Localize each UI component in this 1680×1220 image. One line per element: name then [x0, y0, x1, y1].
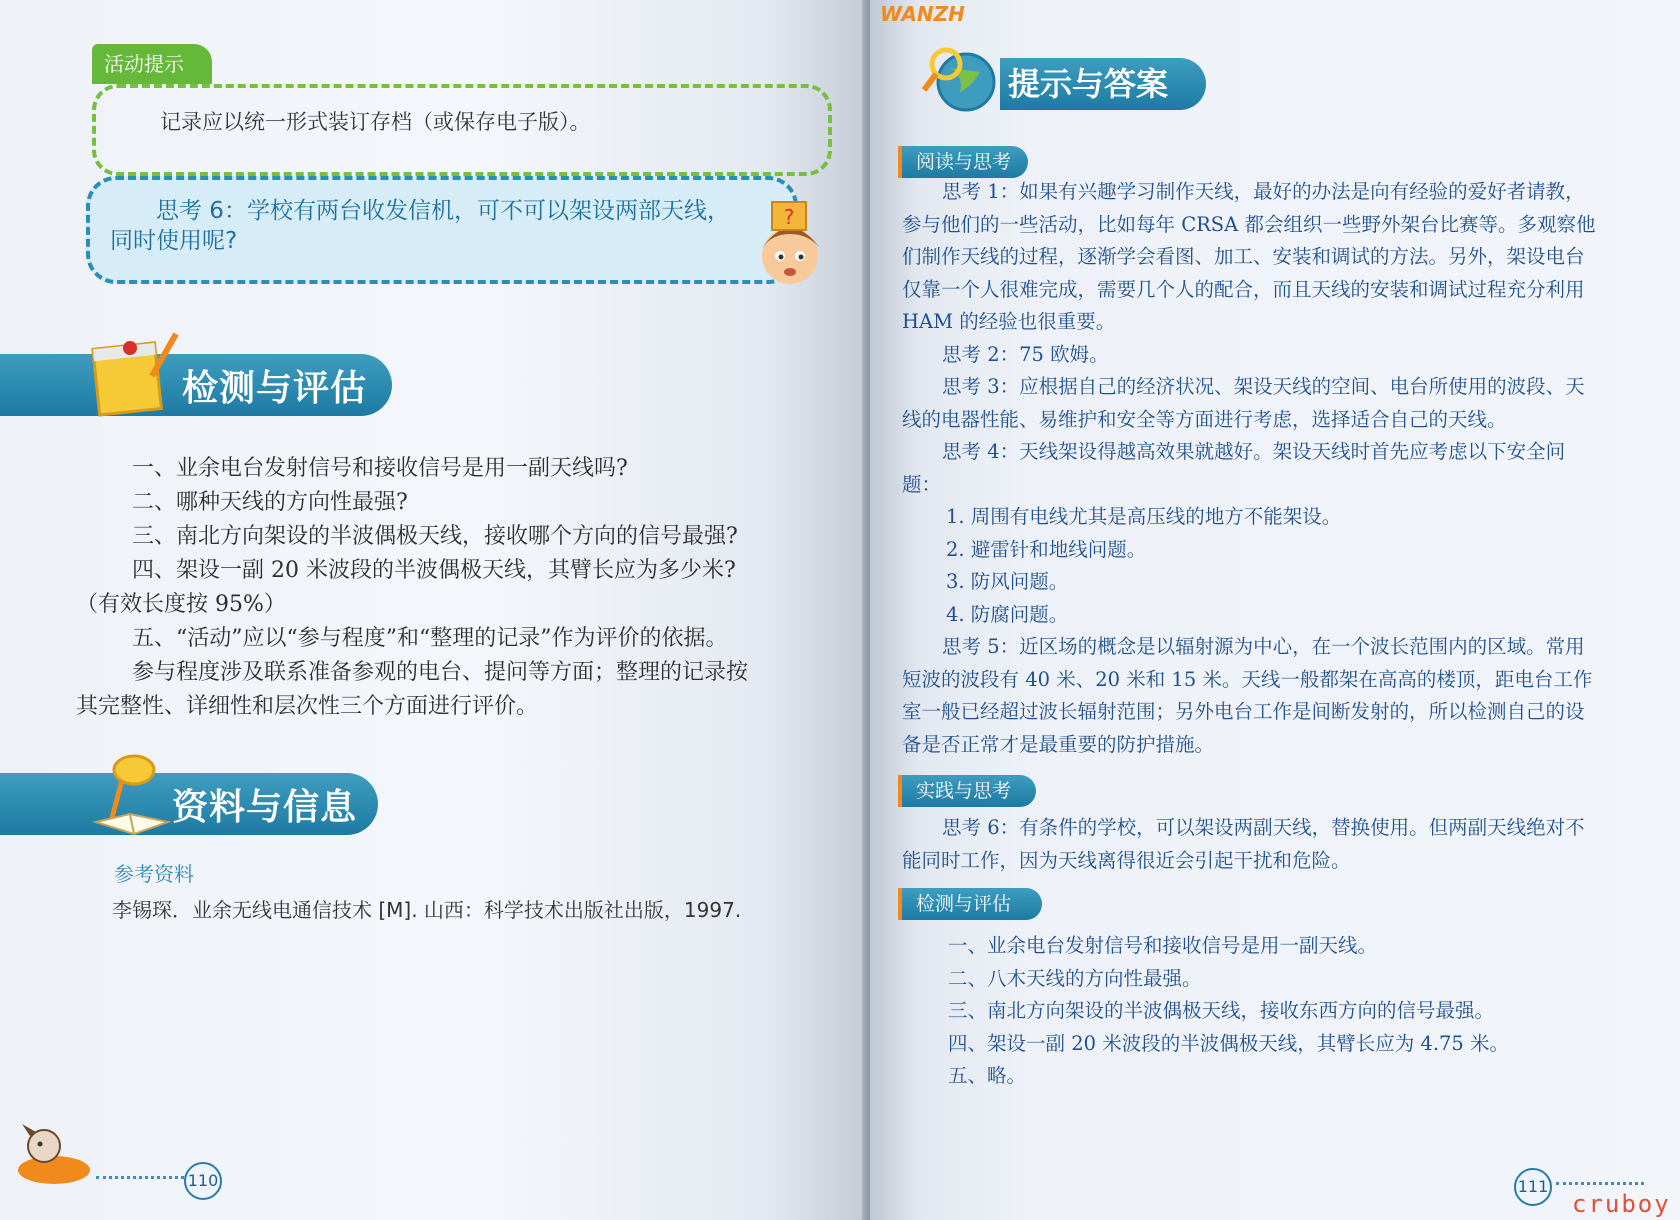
- reference-title: 参考资料: [114, 862, 194, 886]
- answer-line: 思考 5：近区场的概念是以辐射源为中心，在一个波长范围内的区域。常用: [942, 635, 1585, 658]
- eval-q5: 五、“活动”应以“参与程度”和“整理的记录”作为评价的依据。: [132, 626, 728, 651]
- eval-section-title: 检测与评估: [182, 367, 368, 409]
- answer-line: 仅靠一个人很难完成，需要几个人的配合，而且天线的安装和调试过程充分利用: [902, 277, 1585, 301]
- answer-line: 能同时工作，因为天线离得很近会引起干扰和危险。: [902, 848, 1351, 872]
- answer-line: 题：: [902, 472, 942, 496]
- eval-answer-5: 五、略。: [948, 1064, 1027, 1087]
- svg-text:?: ?: [783, 205, 795, 229]
- desk-lamp-book-icon: [82, 748, 178, 844]
- eval-q3: 三、南北方向架设的半波偶极天线，接收哪个方向的信号最强?: [132, 524, 738, 549]
- activity-hint-tab: 活动提示: [92, 44, 212, 84]
- answer-line: 2. 避雷针和地线问题。: [946, 537, 1147, 561]
- answer-line: HAM 的经验也很重要。: [902, 310, 1116, 333]
- activity-hint-text: 记录应以统一形式装订存档（或保存电子版）。: [160, 110, 591, 134]
- globe-magnifier-icon: [920, 42, 1004, 126]
- eval-answer-2: 二、八木天线的方向性最强。: [948, 966, 1202, 990]
- cartoon-dog-icon: [8, 1122, 102, 1188]
- answer-line: 短波的波段有 40 米、20 米和 15 米。天线一般都架在高高的楼顶，距电台工作: [902, 667, 1593, 691]
- answer-line: 思考 3：应根据自己的经济状况、架设天线的空间、电台所使用的波段、天: [942, 375, 1585, 398]
- answer-line: 参与他们的一些活动，比如每年 CRSA 都会组织一些野外架台比赛等。多观察他: [902, 212, 1596, 236]
- eval-question-list: [76, 452, 836, 724]
- page-number-dots: [1556, 1182, 1644, 1185]
- eval-q4-note: （有效长度按 95%）: [76, 592, 286, 617]
- read-think-label: 阅读与思考: [898, 146, 1028, 178]
- eval-answers-label: 检测与评估: [898, 888, 1042, 920]
- answer-line: 们制作天线的过程，逐渐学会看图、加工、安装和调试的方法。另外，架设电台: [902, 245, 1585, 268]
- answer-line: 思考 1：如果有兴趣学习制作天线，最好的办法是向有经验的爱好者请教，: [942, 180, 1585, 203]
- cartoon-boy-icon: [750, 198, 828, 290]
- practice-think-label: 实践与思考: [898, 775, 1036, 807]
- header-mark: WANZH: [880, 2, 965, 26]
- practice-think-answer: [902, 812, 1660, 877]
- answer-line: 思考 6：有条件的学校，可以架设两副天线，替换使用。但两副天线绝对不: [942, 816, 1585, 839]
- watermark: cruboy: [1572, 1190, 1671, 1218]
- answer-line: 3. 防风问题。: [946, 570, 1069, 593]
- answer-line: 思考 4：天线架设得越高效果就越好。架设天线时首先应考虑以下安全问: [942, 440, 1566, 463]
- answer-line: 1. 周围有电线尤其是高压线的地方不能架设。: [946, 505, 1342, 528]
- answer-line: 备是否正常才是最重要的防护措施。: [902, 732, 1215, 756]
- answer-line: 室一般已经超过波长辐射范围；另外电台工作是间断发射的，所以检测自己的设: [902, 700, 1585, 723]
- eval-answers: [948, 930, 1648, 1093]
- eval-q5-detail-cont: 其完整性、详细性和层次性三个方面进行评价。: [76, 694, 539, 719]
- reference-text: 李锡琛．业余无线电通信技术 [M]. 山西：科学技术出版社出版，1997.: [112, 898, 742, 922]
- page-number-dots: [96, 1176, 184, 1179]
- eval-q1: 一、业余电台发射信号和接收信号是用一副天线吗?: [132, 456, 628, 481]
- answer-line: 思考 2：75 欧姆。: [942, 342, 1109, 366]
- answers-title-banner: 提示与答案: [1000, 58, 1206, 110]
- answer-line: 4. 防腐问题。: [946, 602, 1069, 626]
- think6-question: [110, 196, 750, 256]
- think6-line2: 同时使用呢?: [110, 228, 238, 254]
- notepad-pencil-icon: [86, 326, 182, 422]
- eval-q5-detail: 参与程度涉及联系准备参观的电台、提问等方面；整理的记录按: [132, 660, 749, 685]
- eval-answer-3: 三、南北方向架设的半波偶极天线，接收东西方向的信号最强。: [948, 999, 1495, 1022]
- eval-section-banner: [0, 354, 392, 416]
- answer-line: 线的电器性能、易维护和安全等方面进行考虑，选择适合自己的天线。: [902, 407, 1507, 431]
- eval-q2: 二、哪种天线的方向性最强?: [132, 490, 408, 515]
- info-section-title: 资料与信息: [172, 786, 358, 828]
- eval-answer-1: 一、业余电台发射信号和接收信号是用一副天线。: [948, 934, 1378, 957]
- eval-answer-4: 四、架设一副 20 米波段的半波偶极天线，其臂长应为 4.75 米。: [948, 1031, 1510, 1055]
- think6-line1: 思考 6：学校有两台收发信机，可不可以架设两部天线，: [156, 198, 730, 224]
- page-number-right: 111: [1514, 1168, 1552, 1206]
- eval-q4: 四、架设一副 20 米波段的半波偶极天线，其臂长应为多少米?: [132, 558, 736, 583]
- page-number-left: 110: [184, 1162, 222, 1200]
- read-think-answers: [902, 176, 1660, 761]
- info-section-banner: [0, 773, 378, 835]
